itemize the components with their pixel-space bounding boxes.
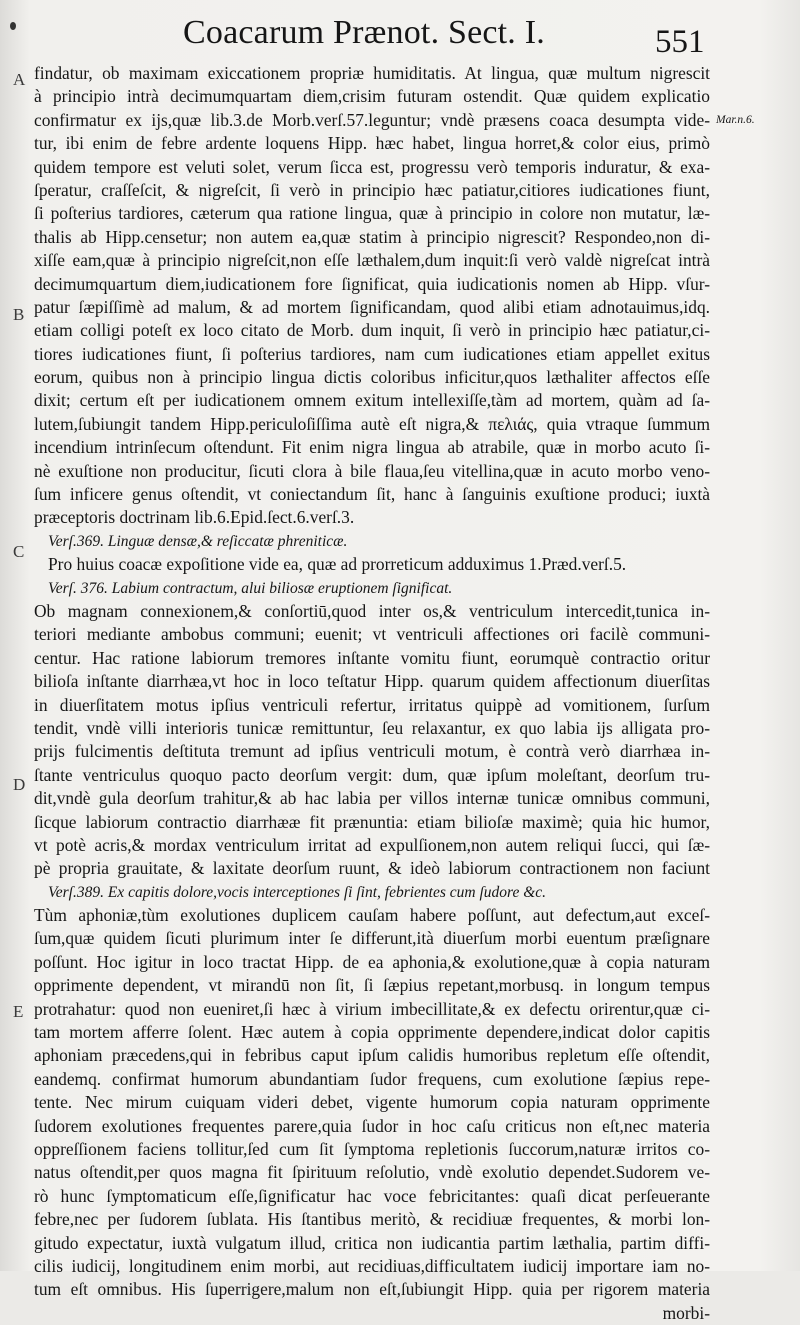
text-line: protrahatur: quod non eueniret,ſi hæc à virium imbecillitate,& ex defectu orirentur,quæ ci- <box>34 998 710 1019</box>
text-line: confirmatur ex ijs,quæ lib.3.de Morb.verſ.57.leguntur; vndè præsens coaca desumpta vide- <box>34 109 710 130</box>
main-text <box>34 62 710 1325</box>
text-line: tur, ibi enim de febre ardente loquens Hipp. hæc habet, lingua horret,& color eius, primò <box>34 133 710 154</box>
text-line: febre,nec per ſudorem ſublata. His ſtantibus meritò, & recidiuæ frequentes, & morbi lon- <box>34 1209 710 1230</box>
text-line: natus oſtendit,per quos magna fit ſpirituum reſolutio, vndè exolutio dependet.Sudorem ve- <box>34 1162 710 1183</box>
catchword: morbi- <box>662 1302 710 1323</box>
text-line: dit,vndè gula deorſum trahitur,& ab hac labia per villos internæ tunicæ omnibus communi, <box>34 788 710 809</box>
text-line: opprimente dependent, vt mirandū non ſit, ſi ſæpius repetant,morbusq. in longum tempus <box>34 975 710 996</box>
text-line: ſicque labiorum contractio diarrhææ fit prænuntia: etiam bilioſæ maximè; quia hic humor, <box>34 811 710 832</box>
margin-letter-c: C <box>13 542 25 561</box>
text-line: eandemq. confirmat humorum abundantiam ſudor frequens, cum exolutione ſæpius repe- <box>34 1068 710 1089</box>
text-line: centur. Hac ratione labiorum tremores inſtante vomitu fiunt, eorumquè contractio oritur <box>34 647 710 668</box>
text-line: decimumquartum diem,iudicationem fore ſignificat, quia iudicationis nomen ab Hipp. vſur- <box>34 273 710 294</box>
verse-heading: Verſ. 376. Labium contractum, alui biliosæ eruptionem ſignificat. <box>48 579 453 597</box>
text-line: præceptoris doctrinam lib.6.Epid.ſect.6.verſ.3. <box>34 507 355 528</box>
text-line: oppreſſionem faciens tollitur,ſed cum ſit ſymptoma repletionis ſuccorum,naturæ irritos co- <box>34 1138 710 1159</box>
text-line: dixit; certum eſt per iudicationem omnem exitum intellexiſſe,tàm ad mortem, quàm ad ſa- <box>34 390 710 411</box>
running-head: Coacarum Prænot. Sect. I. <box>183 14 545 51</box>
verse-heading: Verſ.369. Linguæ densæ,& reſiccatæ phreniticæ. <box>48 532 348 550</box>
text-line: findatur, ob maximam exiccationem propriæ humiditatis. At lingua, quæ multum nigrescit <box>34 63 710 83</box>
text-line: tiores iudicationes fiunt, ſi poſterius tardiores, nam cum iudicationes etiam appellet exitus <box>34 343 710 364</box>
text-line: gitudo expectatur, iuxtà vulgatum illud, critica non iudicantia partim læthalia, partim diffi- <box>34 1232 710 1253</box>
ink-speck <box>10 22 16 30</box>
text-line: prijs fulcimentis deſtituta tremunt ad ipſius ventriculi motum, è contrà verò diarrhæa in- <box>34 741 710 762</box>
text-line: incendium intrinſecum oſtendunt. Fit enim nigra lingua ab atrabile, quæ in morbo acuto ſi- <box>34 437 710 458</box>
text-line: tum eſt omnibus. His ſuperrigere,malum non eſt,ſubiungit Hipp. quia per rigorem materia <box>34 1279 710 1300</box>
page-header <box>0 10 800 60</box>
text-line: cilis iudicij, longitudinem enim morbi, aut recidiuas,difficultatem iudicij importare iam no- <box>34 1255 710 1276</box>
text-line: tente. Nec mirum cuiquam videri debet, vigente humorum copia naturam opprimente <box>34 1092 710 1113</box>
text-line: ſum,quæ quidem ſicuti plurimum inter ſe differunt,ità diuerſum morbi euentum præſignare <box>34 928 710 949</box>
text-line: eorum, quibus non à principio lingua dictis coloribus inficitur,quos læthaliter affectos eſſe <box>34 367 710 388</box>
text-line: Tùm aphoniæ,tùm exolutiones duplicem cauſam habere poſſunt, aut defectum,aut exceſ- <box>34 905 710 926</box>
text-line: thalis ab Hipp.censetur; non autem ea,quæ statim à principio nigrescit? Respondeo,non di- <box>34 226 710 247</box>
text-line: teriori mediante ambobus communi; euenit; vt ventriculi affectiones ori facilè communi- <box>34 624 710 645</box>
text-line: xiſſe eam,quæ à principio nigreſcit,non eſſe læthalem,dum inquit:ſi verò valdè nigreſcat intrà <box>34 250 710 271</box>
text-line: ſperatur, craſſeſcit, & nigreſcit, ſi verò in principio hæc patiatur,citiores iudicationes fiunt, <box>34 179 710 200</box>
text-line: patur ſæpiſſimè ad malum, & ad mortem ſignificandam, quod alibi etiam adnotauimus,idq. <box>34 296 710 317</box>
text-line: lutem,ſubiungit tandem Hipp.periculoſiſſima autè eſt nigra,& πελιάς, quia vtraque ſummum <box>34 413 710 434</box>
page-number: 551 <box>655 24 705 60</box>
text-line: bilioſa inſtante diarrhæa,vt hoc in loco teſtatur Hipp. quarum quidem affectionum diuerſitas <box>34 671 710 692</box>
margin-letter-d: D <box>13 775 26 794</box>
text-line: nè exuſtione non producitur, ſicuti clora à bile flaua,ſeu vitellina,quæ in acuto morbo veno- <box>34 460 710 481</box>
text-line: ſtante ventriculus quoquo pacto deorſum vergit: dum, quæ ipſum moleſtant, deorſum tru- <box>34 764 710 785</box>
text-line: vt potè acris,& mordax ventriculum irritat ad expulſionem,non autem reliqui ſucci, qui ſæ- <box>34 834 710 855</box>
text-line: etiam colligi poteſt ex loco citato de Morb. dum inquit, ſi verò in principio hæc patiatur,ci- <box>34 320 710 341</box>
text-line: poſſunt. Hoc igitur in loco tractat Hipp. de ea aphonia,& exolutione,quæ à copia naturam <box>34 951 710 972</box>
margin-letter-b: B <box>13 305 25 324</box>
margin-letter-a: A <box>13 70 26 89</box>
text-line: ſum inficere genus oſtendit, vt coniectandum ſit, hanc à ſanguinis exuſtione produci; iuxtà <box>34 484 710 505</box>
text-line: pè propria grauitate, & laxitate deorſum ruunt, & ideò labiorum contractionem non faciunt <box>34 858 710 879</box>
text-line: tam mortem afferre ſolent. Hæc autem à copia opprimente dependere,indicat dolor capitis <box>34 1022 710 1043</box>
margin-note: Mar.n.6. <box>716 114 755 126</box>
text-line: ſi poſterius tardiores, cæterum qua ratione lingua, quæ à principio in colore non mutatur, læ- <box>34 203 710 224</box>
text-line: Ob magnam connexionem,& conſortiū,quod inter os,& ventriculum intercedit,tunica in- <box>34 600 710 621</box>
text-line: rò hunc ſymptomaticum eſſe,ſignificatur hac voce febricitantes: quaſi dicat perſeuerante <box>34 1185 710 1206</box>
text-line: à principio intrà decimumquartam diem,crisim futuram ostendit. Quæ quidem explicatio <box>34 86 710 107</box>
verse-heading: Verſ.389. Ex capitis dolore,vocis interceptiones ſi ſint, febrientes cum ſudore &c. <box>48 883 547 901</box>
text-line: tendit, vndè villi interioris tunicæ remittuntur, ſeu relaxantur, ex quo labia ijs alligata pro- <box>34 717 710 738</box>
text-line: ſudorem exolutiones frequentes parere,quia ſudor in hoc caſu criticus non eſt,nec materia <box>34 1115 710 1136</box>
margin-letter-e: E <box>13 1002 24 1021</box>
text-line: Pro huius coacæ expoſitione vide ea, quæ ad prorreticum adduximus 1.Præd.verſ.5. <box>48 554 627 575</box>
text-line: quidem tempore est veluti solet, verum ſicca est, progressu verò temporis induratur, & exa- <box>34 156 710 177</box>
text-line: aphoniam præcedens,qui in febribus caput ipſum calidis humoribus repletum eſſe oſtendit, <box>34 1045 710 1066</box>
text-line: in diuerſitatem motus ipſius ventriculi refertur, irritatus quippè ad vomitionem, ſurſum <box>34 694 710 715</box>
